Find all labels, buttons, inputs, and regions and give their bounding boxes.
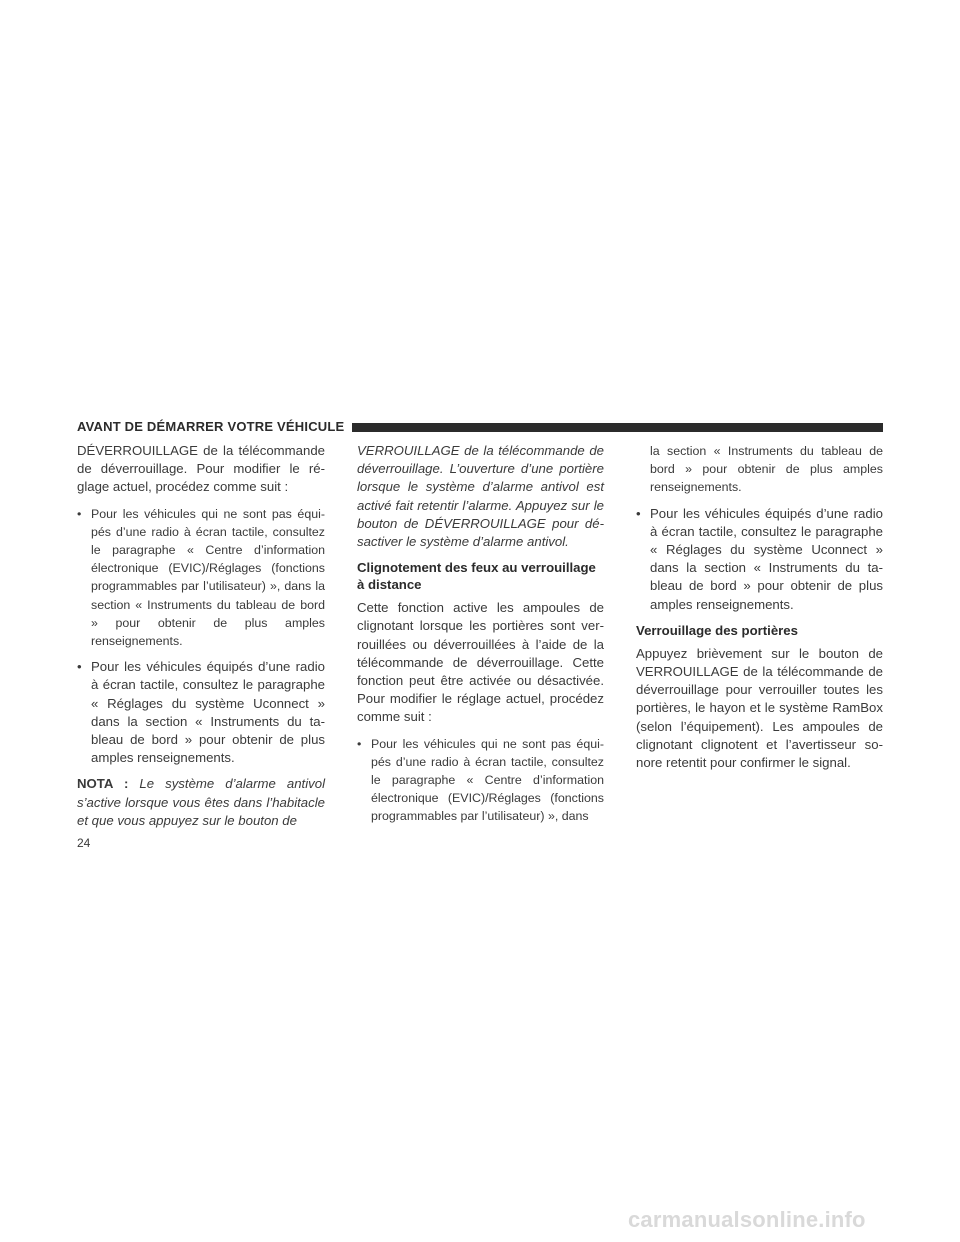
nota-label: NOTA : bbox=[77, 776, 129, 792]
column-1 bbox=[77, 442, 325, 838]
bullet-item bbox=[77, 505, 325, 651]
bullet-text: Pour les véhicules équipés d’une radio à écran tactile, consultez le paragraphe « Réglages du système Uconnect » dans la section « Instruments du ta-bleau de bord » pour obtenir de plus amples renseignements. bbox=[91, 659, 325, 766]
bullet-item bbox=[636, 505, 883, 614]
bullet-continuation bbox=[636, 442, 883, 497]
bullet-dot: • bbox=[357, 736, 362, 751]
page-number: 24 bbox=[77, 836, 91, 850]
bullet-dot: • bbox=[636, 505, 641, 521]
nota-continuation: VERROUILLAGE de la télécommande de déverrouillage. L’ouverture d’une portière lorsque le système d’alarme antivol est activé fait retentir l’alarme. Appuyez sur le bouton de DÉVERROUILLAGE pour dé-sactiver le système d’alarme antivol. bbox=[357, 443, 604, 550]
bullet-dot: • bbox=[77, 506, 82, 521]
paragraph-flash: Cette fonction active les ampoules de clignotant lorsque les portières sont ver-rouillées ou déverrouillées à l’aide de la télécommande de déverrouillage. Cette fonction peut être activée ou désactivée. Pour modifier le réglage actuel, procédez comme suit : bbox=[357, 600, 604, 725]
bullet-text: Pour les véhicules qui ne sont pas équi-pés d’une radio à écran tactile, consultez le paragraphe « Centre d’information électronique (EVIC)/Réglages (fonctions programmables par l’utilisateur) », dans bbox=[371, 736, 604, 824]
bullet-dot: • bbox=[77, 659, 82, 675]
column-2 bbox=[357, 442, 604, 834]
bullet-text: la section « Instruments du tableau de bord » pour obtenir de plus amples renseignements. bbox=[650, 444, 883, 495]
nota-paragraph bbox=[77, 775, 325, 830]
bullet-text: Pour les véhicules équipés d’une radio à écran tactile, consultez le paragraphe « Réglages du système Uconnect » dans la section « Instruments du ta-bleau de bord » pour obtenir de plus amples renseignements. bbox=[650, 505, 883, 612]
heading-door-lock: Verrouillage des portières bbox=[636, 622, 798, 638]
heading-line-2: à distance bbox=[357, 577, 422, 593]
bullet-text: Pour les véhicules qui ne sont pas équi-pés d’une radio à écran tactile, consultez le paragraphe « Centre d’information électronique (EVIC)/Réglages (fonctions programmables par l’utilisateur) », dans la section « Instruments du tableau de bord » pour obtenir de plus amples renseignements. bbox=[91, 506, 325, 649]
section-header bbox=[77, 416, 883, 438]
column-3 bbox=[636, 442, 883, 780]
heading-remote-flash bbox=[357, 559, 604, 593]
nota-text: Le système d’alarme antivol s’active lorsque vous êtes dans l’habitacle et que vous appuyez sur le bouton de bbox=[77, 776, 326, 828]
section-title: AVANT DE DÉMARRER VOTRE VÉHICULE bbox=[77, 419, 345, 434]
watermark: carmanualsonline.info bbox=[628, 1207, 866, 1232]
bullet-item bbox=[77, 658, 325, 767]
header-rule bbox=[352, 423, 883, 432]
bullet-item bbox=[357, 735, 604, 826]
paragraph-intro: DÉVERROUILLAGE de la télécommande de déverrouillage. Pour modifier le ré-glage actuel, procédez comme suit : bbox=[77, 443, 325, 495]
heading-line-1: Clignotement des feux au verrouillage bbox=[357, 560, 596, 576]
paragraph-door-lock: Appuyez brièvement sur le bouton de VERROUILLAGE de la télécommande de déverrouillage pour verrouiller toutes les portières, le hayon et le système RamBox (selon l’équipement). Les ampoules de clignotant clignotent et l’avertisseur so-nore retentit pour confirmer le signal. bbox=[636, 645, 883, 771]
